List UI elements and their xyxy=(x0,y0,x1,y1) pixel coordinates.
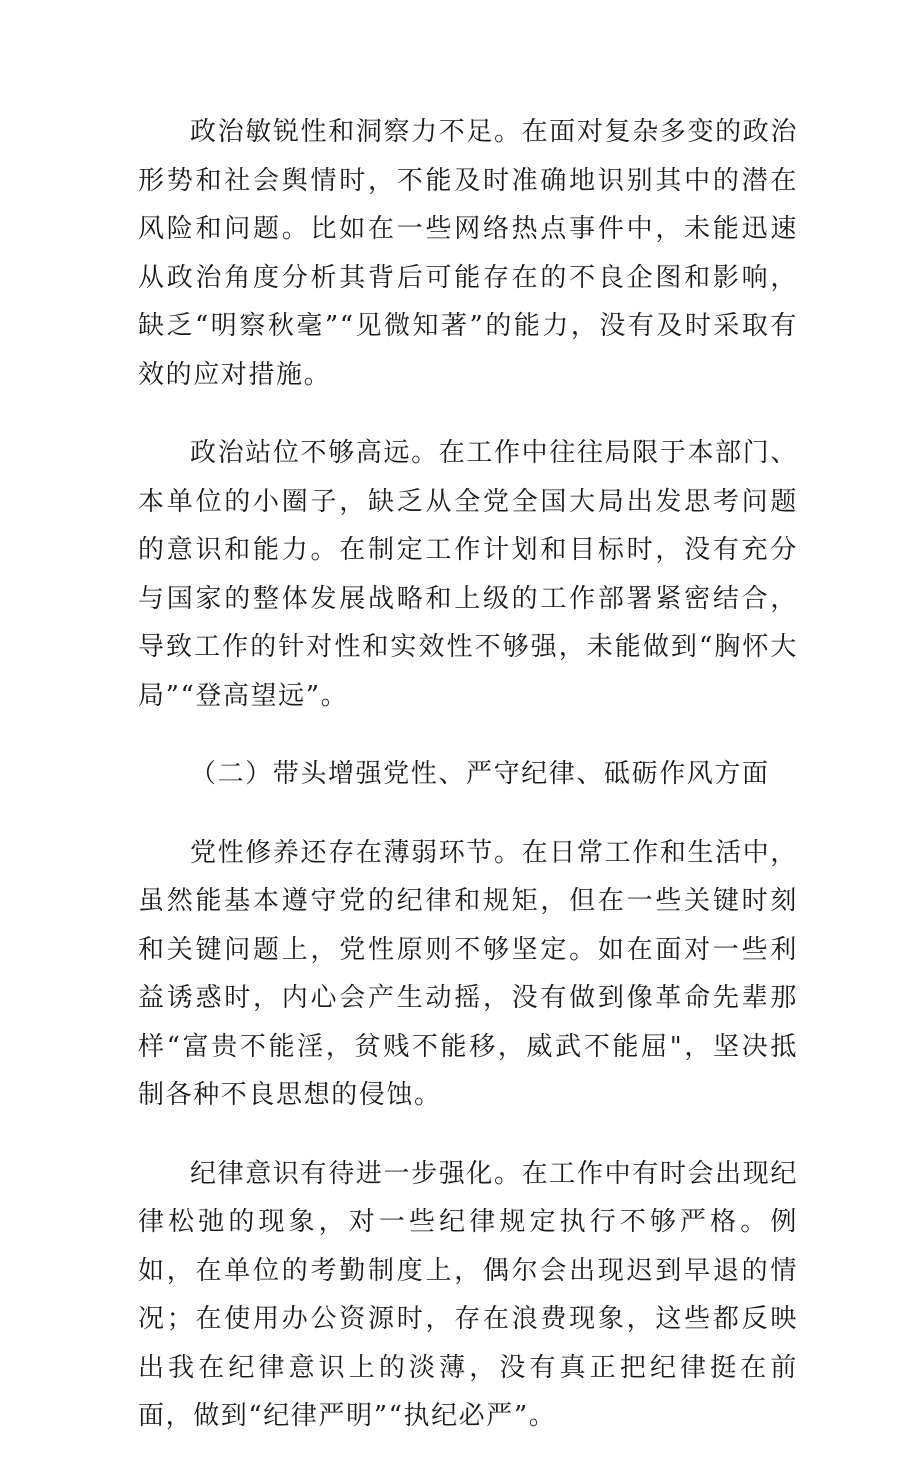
paragraph-political-sensitivity: 政治敏锐性和洞察力不足。在面对复杂多变的政治形势和社会舆情时，不能及时准确地识别其中的潜在风险和问题。比如在一些网络热点事件中，未能迅速从政治角度分析其背后可能存在的不良企图和影响，缺乏“明察秋毫”“见微知著”的能力，没有及时采取有效的应对措施。 xyxy=(138,117,798,390)
document-body xyxy=(138,108,798,1471)
section-heading-party-discipline: （二）带头增强党性、严守纪律、砥砺作风方面 xyxy=(190,759,770,789)
paragraph-party-cultivation: 党性修养还存在薄弱环节。在日常工作和生活中，虽然能基本遵守党的纪律和规矩，但在一些关键时刻和关键问题上，党性原则不够坚定。如在面对一些利益诱惑时，内心会产生动摇，没有做到像革命先辈那样“富贵不能淫，贫贱不能移，威武不能屈"，坚决抵制各种不良思想的侵蚀。 xyxy=(138,837,798,1110)
paragraph-discipline-awareness: 纪律意识有待进一步强化。在工作中有时会出现纪律松弛的现象，对一些纪律规定执行不够严格。例如，在单位的考勤制度上，偶尔会出现迟到早退的情况；在使用办公资源时，存在浪费现象，这些都反映出我在纪律意识上的淡薄，没有真正把纪律挺在前面，做到“纪律严明”“执纪必严”。 xyxy=(138,1158,798,1431)
paragraph-political-standing: 政治站位不够高远。在工作中往往局限于本部门、本单位的小圈子，缺乏从全党全国大局出发思考问题的意识和能力。在制定工作计划和目标时，没有充分与国家的整体发展战略和上级的工作部署紧密结合，导致工作的针对性和实效性不够强，未能做到“胸怀大局”“登高望远”。 xyxy=(138,438,798,711)
